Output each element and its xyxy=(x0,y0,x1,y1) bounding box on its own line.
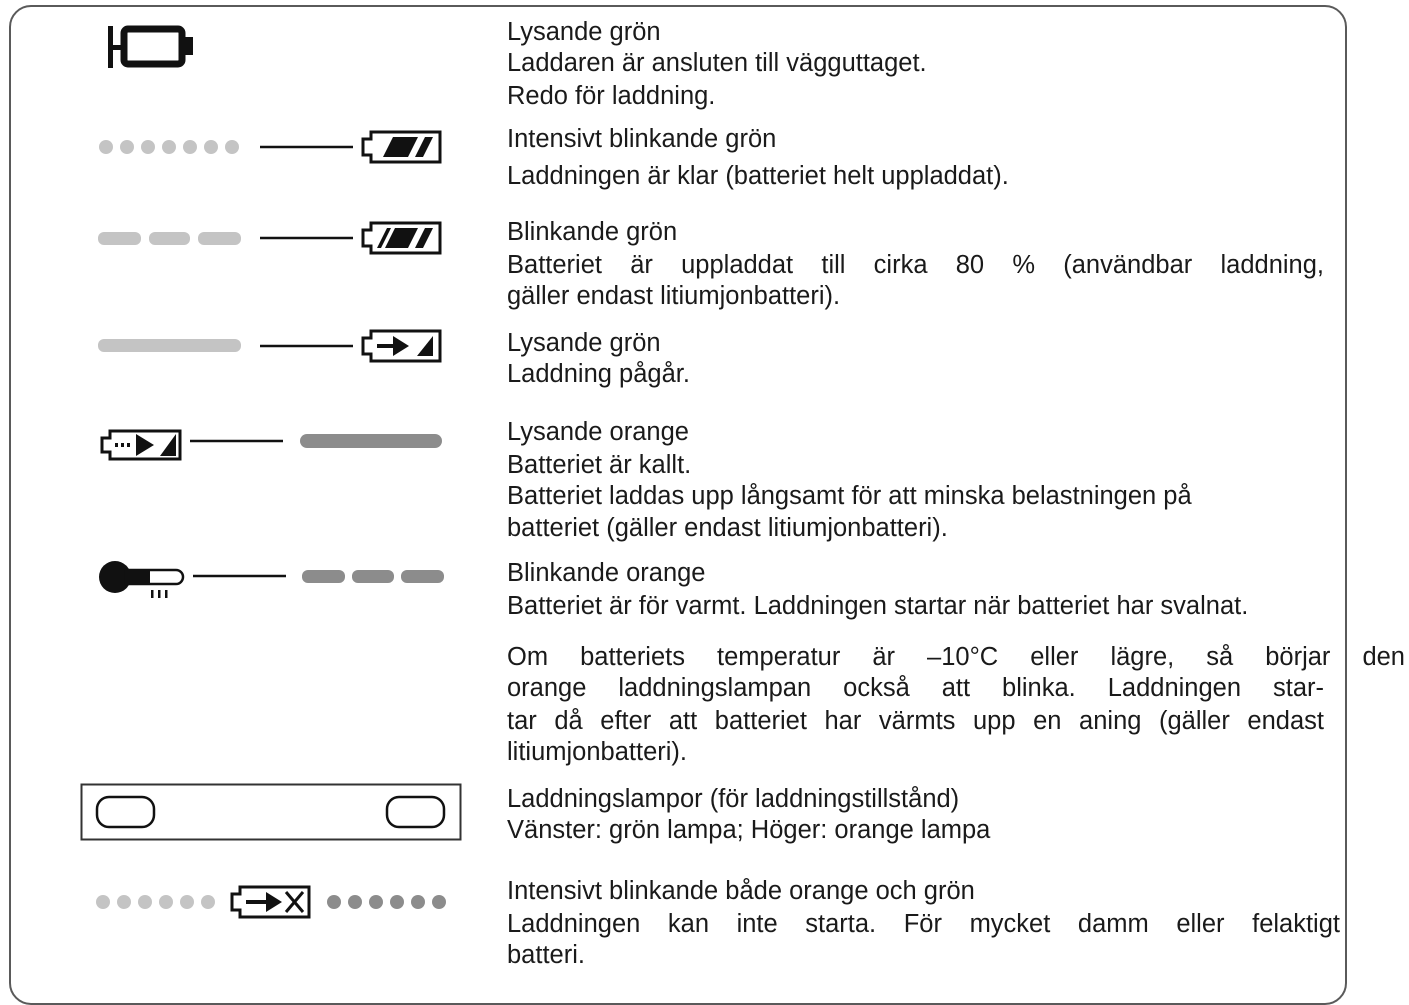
row-2-title: Intensivt blinkande grön xyxy=(507,125,777,153)
battery-full-icon xyxy=(95,124,447,170)
row-5-text xyxy=(507,417,1192,544)
row-4-text xyxy=(507,328,690,390)
row-7-line-2: orange laddningslampan också att blinka. Laddningen star- xyxy=(507,674,1324,702)
row-1-line-2: Laddaren är ansluten till vägguttaget. xyxy=(507,49,927,77)
row-3-line-2: Batteriet är uppladdat till cirka 80 % (användbar laddning, xyxy=(507,251,1324,279)
row-8-line-2: Vänster: grön lampa; Höger: orange lampa xyxy=(507,816,991,844)
row-6-title: Blinkande orange xyxy=(507,559,706,587)
row-5-line-3: Batteriet laddas upp långsamt för att minska belastningen på xyxy=(507,482,1192,510)
battery-error-icon xyxy=(92,880,452,926)
row-9-line-2: Laddningen kan inte starta. För mycket damm eller felaktigt xyxy=(507,910,1340,938)
row-7-line-1: Om batteriets temperatur är –10°C eller lägre, så börjar den xyxy=(507,643,1405,671)
row-4-title: Lysande grön xyxy=(507,329,661,357)
row-9-title: Intensivt blinkande både orange och grön xyxy=(507,877,975,905)
row-4-line-2: Laddning pågår. xyxy=(507,360,690,388)
row-7-line-4: litiumjonbatteri). xyxy=(507,738,687,766)
row-1-line-3: Redo för laddning. xyxy=(507,82,716,110)
row-9-text xyxy=(507,876,1340,971)
row-2-line-2: Laddningen är klar (batteriet helt uppladdat). xyxy=(507,162,1009,190)
row-2-text xyxy=(507,124,1009,192)
row-6-line-2: Batteriet är för varmt. Laddningen startar när batteriet har svalnat. xyxy=(507,592,1249,620)
row-5-line-2: Batteriet är kallt. xyxy=(507,451,692,479)
row-3-text xyxy=(507,217,1324,312)
row-8-title: Laddningslampor (för laddningstillstånd) xyxy=(507,785,960,813)
thermometer-hot-icon xyxy=(96,555,448,605)
battery-80-icon xyxy=(95,215,447,261)
row-1-title: Lysande grön xyxy=(507,18,661,46)
row-6-text xyxy=(507,558,1248,622)
row-7-text xyxy=(507,642,1405,768)
row-9-line-3: batteri. xyxy=(507,941,585,969)
battery-cold-icon xyxy=(98,420,450,466)
row-7-line-3: tar då efter att batteriet har värmts upp en aning (gäller endast xyxy=(507,707,1324,735)
row-5-title: Lysande orange xyxy=(507,418,689,446)
row-1-text xyxy=(507,17,927,112)
row-3-title: Blinkande grön xyxy=(507,218,678,246)
row-5-line-4: batteriet (gäller endast litiumjonbatteri). xyxy=(507,514,948,542)
battery-charging-icon xyxy=(95,323,447,369)
plug-icon xyxy=(104,24,196,74)
row-3-line-3: gäller endast litiumjonbatteri). xyxy=(507,282,841,310)
row-8-text xyxy=(507,784,990,846)
charging-lamps-icon xyxy=(80,783,464,843)
